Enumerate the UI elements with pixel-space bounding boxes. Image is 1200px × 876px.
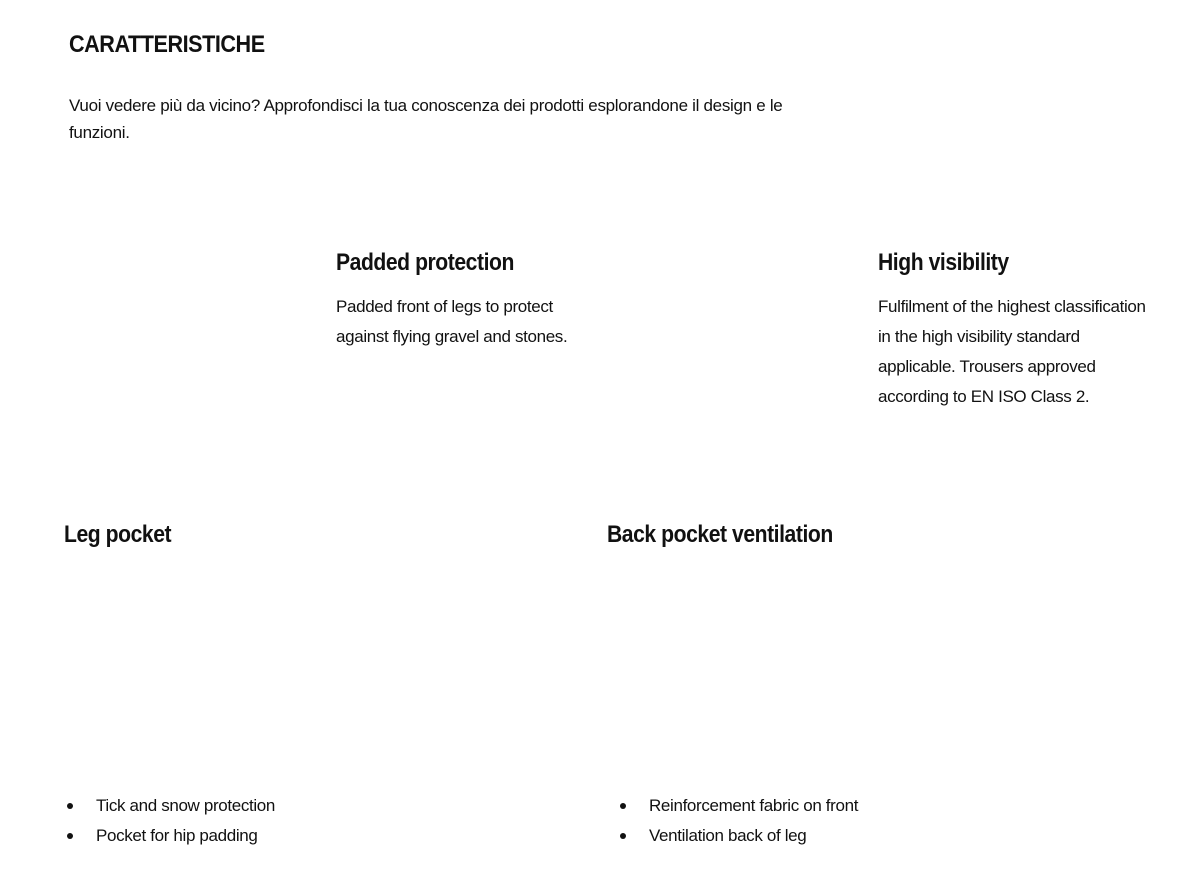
bullet-icon xyxy=(67,803,73,809)
list-item-text: Reinforcement fabric on front xyxy=(649,796,859,815)
list-item xyxy=(64,791,275,821)
list-item-text: Tick and snow protection xyxy=(96,796,276,815)
list-item-text: Pocket for hip padding xyxy=(96,826,258,845)
list-item-text: Ventilation back of leg xyxy=(649,826,807,845)
list-item xyxy=(617,791,858,821)
feature-padded-protection xyxy=(336,248,596,352)
feature-title: Leg pocket xyxy=(64,521,172,548)
feature-title: Padded protection xyxy=(336,249,514,276)
list-item xyxy=(617,821,858,851)
feature-back-pocket-ventilation xyxy=(607,520,1027,550)
bullet-icon xyxy=(620,803,626,809)
back-pocket-bullet-list xyxy=(617,791,858,851)
list-item xyxy=(64,821,275,851)
leg-pocket-bullet-list xyxy=(64,791,275,851)
feature-high-visibility xyxy=(878,248,1158,412)
bullet-icon xyxy=(67,833,73,839)
feature-description: Padded front of legs to protect against flying gravel and stones. xyxy=(336,297,568,346)
section-title: CARATTERISTICHE xyxy=(69,31,265,58)
feature-title: Back pocket ventilation xyxy=(607,521,833,548)
feature-title: High visibility xyxy=(878,249,1009,276)
bullet-icon xyxy=(620,833,626,839)
section-intro: Vuoi vedere più da vicino? Approfondisci la tua conoscenza dei prodotti esplorandone il design e le funzioni. xyxy=(69,96,783,142)
feature-leg-pocket xyxy=(64,520,484,550)
feature-description: Fulfilment of the highest classification in the high visibility standard applicable. Trousers approved according to EN ISO Class 2. xyxy=(878,297,1146,406)
